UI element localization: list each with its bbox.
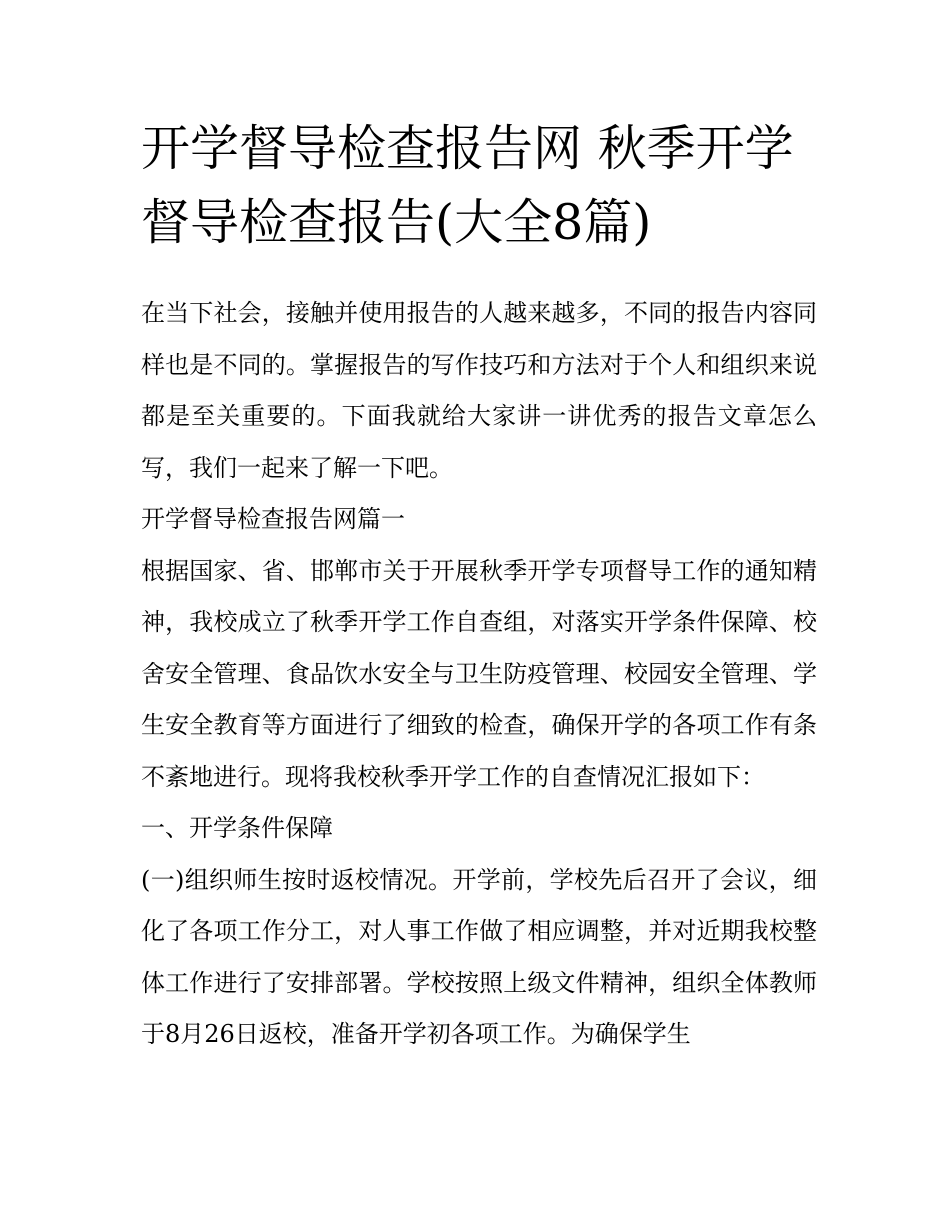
body-paragraph-return: (一)组织师生按时返校情况。开学前，学校先后召开了会议，细化了各项工作分工，对人事工作做了相应调整，并对近期我校整体工作进行了安排部署。学校按照上级文件精神，组织全体教师于8月26日返校，准备开学初各项工作。为确保学生	[141, 865, 817, 1048]
document-content	[141, 112, 817, 1061]
section-heading-part-one: 开学督导检查报告网篇一	[141, 505, 405, 533]
body-paragraph: 根据国家、省、邯郸市关于开展秋季开学专项督导工作的通知精神，我校成立了秋季开学工作自查组，对落实开学条件保障、校舍安全管理、食品饮水安全与卫生防疫管理、校园安全管理、学生安全教育等方面进行了细致的检查，确保开学的各项工作有条不紊地进行。现将我校秋季开学工作的自查情况汇报如下：	[141, 556, 817, 791]
document-title: 开学督导检查报告网 秋季开学督导检查报告(大全8篇)	[141, 120, 794, 251]
section-heading-conditions: 一、开学条件保障	[141, 814, 333, 842]
document-body	[141, 288, 817, 1061]
intro-paragraph: 在当下社会，接触并使用报告的人越来越多，不同的报告内容同样也是不同的。掌握报告的写作技巧和方法对于个人和组织来说都是至关重要的。下面我就给大家讲一讲优秀的报告文章怎么写，我们一起来了解一下吧。	[141, 299, 817, 482]
